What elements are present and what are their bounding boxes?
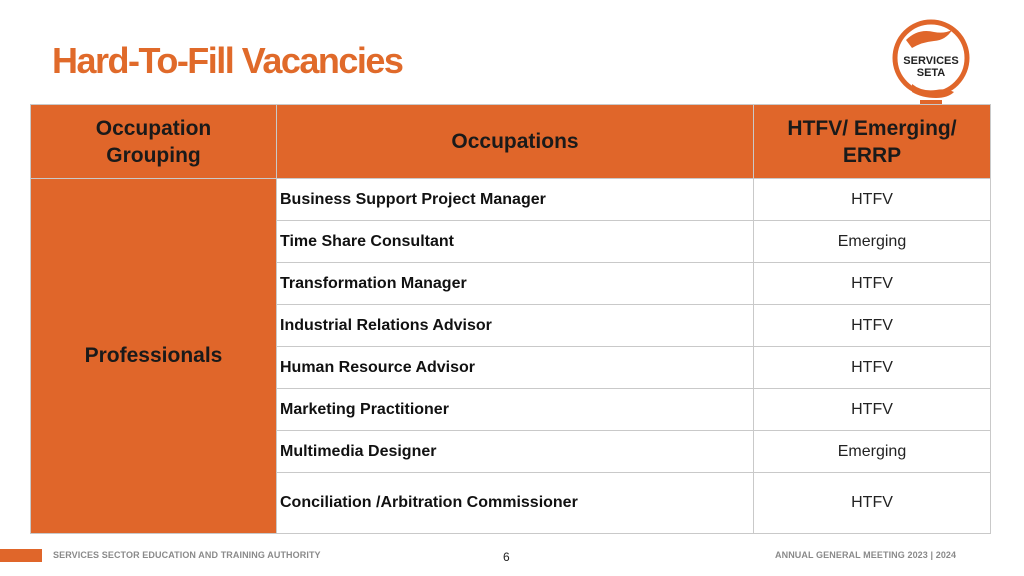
footer-accent-bar [0,549,42,562]
occupation-cell: Multimedia Designer [277,431,754,473]
services-seta-logo [888,14,974,108]
header-type-line1: HTFV/ Emerging/ [787,116,957,140]
group-cell-professionals: Professionals [31,179,277,534]
occupation-cell: Business Support Project Manager [277,179,754,221]
logo-text-seta: SETA [916,67,946,79]
header-grouping-line1: Occupation [95,116,212,140]
type-cell: HTFV [754,473,991,534]
occupation-cell: Conciliation /Arbitration Commissioner [277,473,754,534]
occupation-cell: Human Resource Advisor [277,347,754,389]
vacancies-table [30,104,991,534]
header-grouping-line2: Grouping [106,143,201,167]
type-cell: HTFV [754,389,991,431]
table-row [31,179,991,221]
header-type [754,105,991,179]
type-cell: Emerging [754,431,991,473]
logo-text-services: SERVICES [903,55,959,67]
occupation-cell: Marketing Practitioner [277,389,754,431]
type-cell: HTFV [754,347,991,389]
footer-event: ANNUAL GENERAL MEETING 2023 | 2024 [775,550,957,560]
footer-organization: SERVICES SECTOR EDUCATION AND TRAINING AUTHORITY [53,550,321,560]
page-title: Hard-To-Fill Vacancies [52,40,403,81]
header-occupation-grouping [31,105,277,179]
type-cell: HTFV [754,263,991,305]
header-type-line2: ERRP [842,143,902,167]
occupation-cell: Time Share Consultant [277,221,754,263]
occupation-cell: Transformation Manager [277,263,754,305]
type-cell: HTFV [754,305,991,347]
occupation-cell: Industrial Relations Advisor [277,305,754,347]
type-cell: HTFV [754,179,991,221]
page-number: 6 [503,550,510,564]
type-cell: Emerging [754,221,991,263]
header-occupations: Occupations [277,105,754,179]
table-header-row [31,105,991,179]
